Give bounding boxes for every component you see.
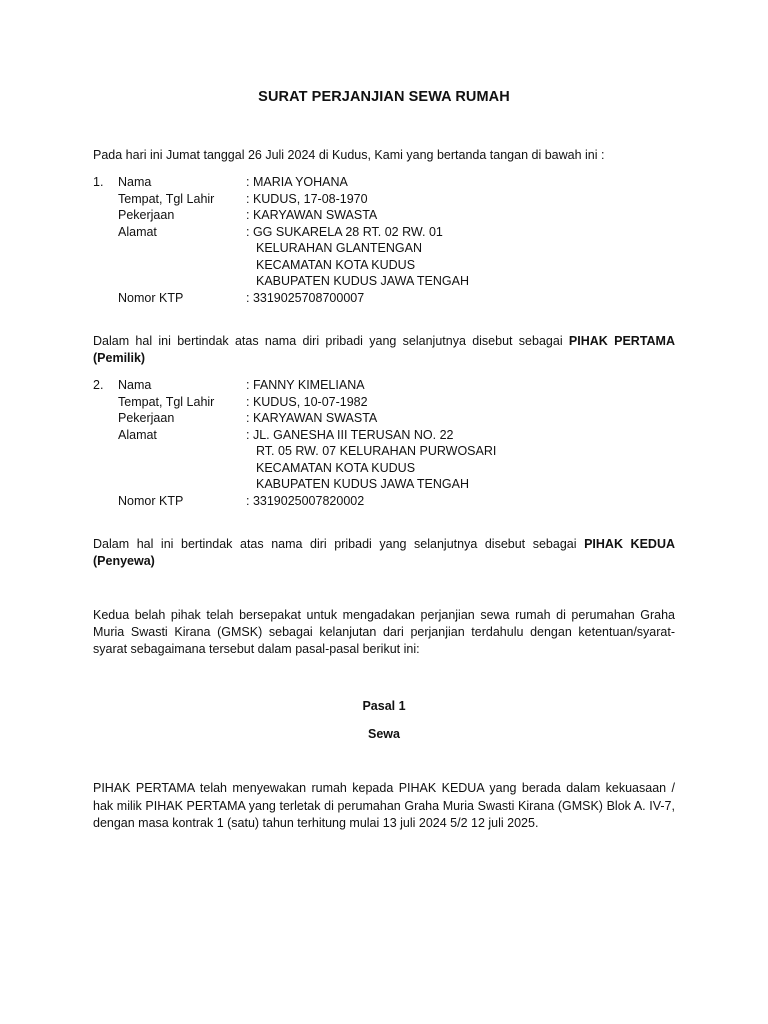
label-pekerjaan: Pekerjaan: [118, 208, 175, 222]
party-2-alamat-line: KECAMATAN KOTA KUDUS: [256, 460, 416, 475]
party-1-alamat-line: KABUPATEN KUDUS JAWA TENGAH: [256, 274, 470, 288]
party-2-number: 2.: [93, 378, 104, 392]
party-2-alamat-row: [93, 427, 693, 444]
party-1-role-name: PIHAK PERTAMA (Pemilik): [93, 334, 675, 365]
document-title: SURAT PERJANJIAN SEWA RUMAH: [258, 89, 510, 105]
label-alamat: Alamat: [118, 427, 157, 442]
party-1-block: [93, 174, 693, 306]
label-pekerjaan: Pekerjaan: [118, 411, 175, 425]
party-1-alamat-line: KELURAHAN GLANTENGAN: [256, 241, 423, 255]
party-1-alamat-line: : GG SUKARELA 28 RT. 02 RW. 01: [246, 224, 443, 239]
party-2-block: [93, 377, 693, 509]
party-1-pekerjaan-row: [93, 207, 693, 224]
label-nama: Nama: [118, 175, 152, 189]
party-2-role-name: PIHAK KEDUA (Penyewa): [93, 537, 675, 568]
party-1-role-text: Dalam hal ini bertindak atas nama diri pribadi yang selanjutnya disebut sebagai: [93, 334, 563, 348]
party-2-ttl: : KUDUS, 10-07-1982: [246, 394, 368, 409]
party-2-nama: : FANNY KIMELIANA: [246, 378, 365, 392]
pasal-1-body: PIHAK PERTAMA telah menyewakan rumah kepada PIHAK KEDUA yang berada dalam kekuasaan / hak milik PIHAK PERTAMA yang terletak di perumahan Graha Muria Swasti Kirana (GMSK) Blok A. IV-7, dengan masa kontrak 1 (satu) tahun terhitung mulai 13 juli 2024 5/2 12 juli 2025.: [93, 781, 675, 830]
party-1-ttl: : KUDUS, 17-08-1970: [246, 191, 368, 206]
label-ktp: Nomor KTP: [118, 290, 184, 305]
label-ttl: Tempat, Tgl Lahir: [118, 191, 215, 206]
party-1-ttl-row: [93, 191, 693, 208]
party-1-alamat-line: KECAMATAN KOTA KUDUS: [256, 257, 416, 272]
intro-paragraph: Pada hari ini Jumat tanggal 26 Juli 2024 di Kudus, Kami yang bertanda tangan di bawah ini :: [93, 148, 605, 162]
party-1-ktp-row: [93, 290, 693, 307]
label-ttl: Tempat, Tgl Lahir: [118, 394, 215, 409]
party-2-ktp-row: [93, 493, 693, 510]
label-ktp: Nomor KTP: [118, 493, 184, 508]
party-2-pekerjaan: : KARYAWAN SWASTA: [246, 411, 378, 425]
party-1-nama-row: [93, 174, 693, 191]
party-2-role-text: Dalam hal ini bertindak atas nama diri pribadi yang selanjutnya disebut sebagai: [93, 537, 577, 551]
party-2-nama-row: [93, 377, 693, 394]
party-2-ttl-row: [93, 394, 693, 411]
party-2-pekerjaan-row: [93, 410, 693, 427]
party-2-alamat-line: KABUPATEN KUDUS JAWA TENGAH: [256, 477, 470, 491]
pasal-1-subheading: Sewa: [368, 727, 400, 741]
party-1-alamat-row: [93, 224, 693, 241]
party-2-alamat-line: : JL. GANESHA III TERUSAN NO. 22: [246, 427, 454, 442]
party-1-number: 1.: [93, 175, 104, 189]
party-2-alamat-line: RT. 05 RW. 07 KELURAHAN PURWOSARI: [256, 444, 497, 458]
party-1-pekerjaan: : KARYAWAN SWASTA: [246, 208, 378, 222]
party-2-role-paragraph: [93, 536, 675, 569]
agreement-paragraph: Kedua belah pihak telah bersepakat untuk mengadakan perjanjian sewa rumah di perumahan Graha Muria Swasti Kirana (GMSK) sebagai kelanjutan dari perjanjian terdahulu dengan ketentuan/syarat-syarat sebagaimana tersebut dalam pasal-pasal berikut ini:: [93, 608, 675, 656]
label-nama: Nama: [118, 378, 152, 392]
party-1-role-paragraph: [93, 333, 675, 366]
label-alamat: Alamat: [118, 224, 157, 239]
party-2-ktp: : 3319025007820002: [246, 493, 365, 508]
pasal-1-heading: Pasal 1: [362, 699, 406, 713]
party-1-nama: : MARIA YOHANA: [246, 175, 348, 189]
party-1-ktp: : 3319025708700007: [246, 290, 365, 305]
